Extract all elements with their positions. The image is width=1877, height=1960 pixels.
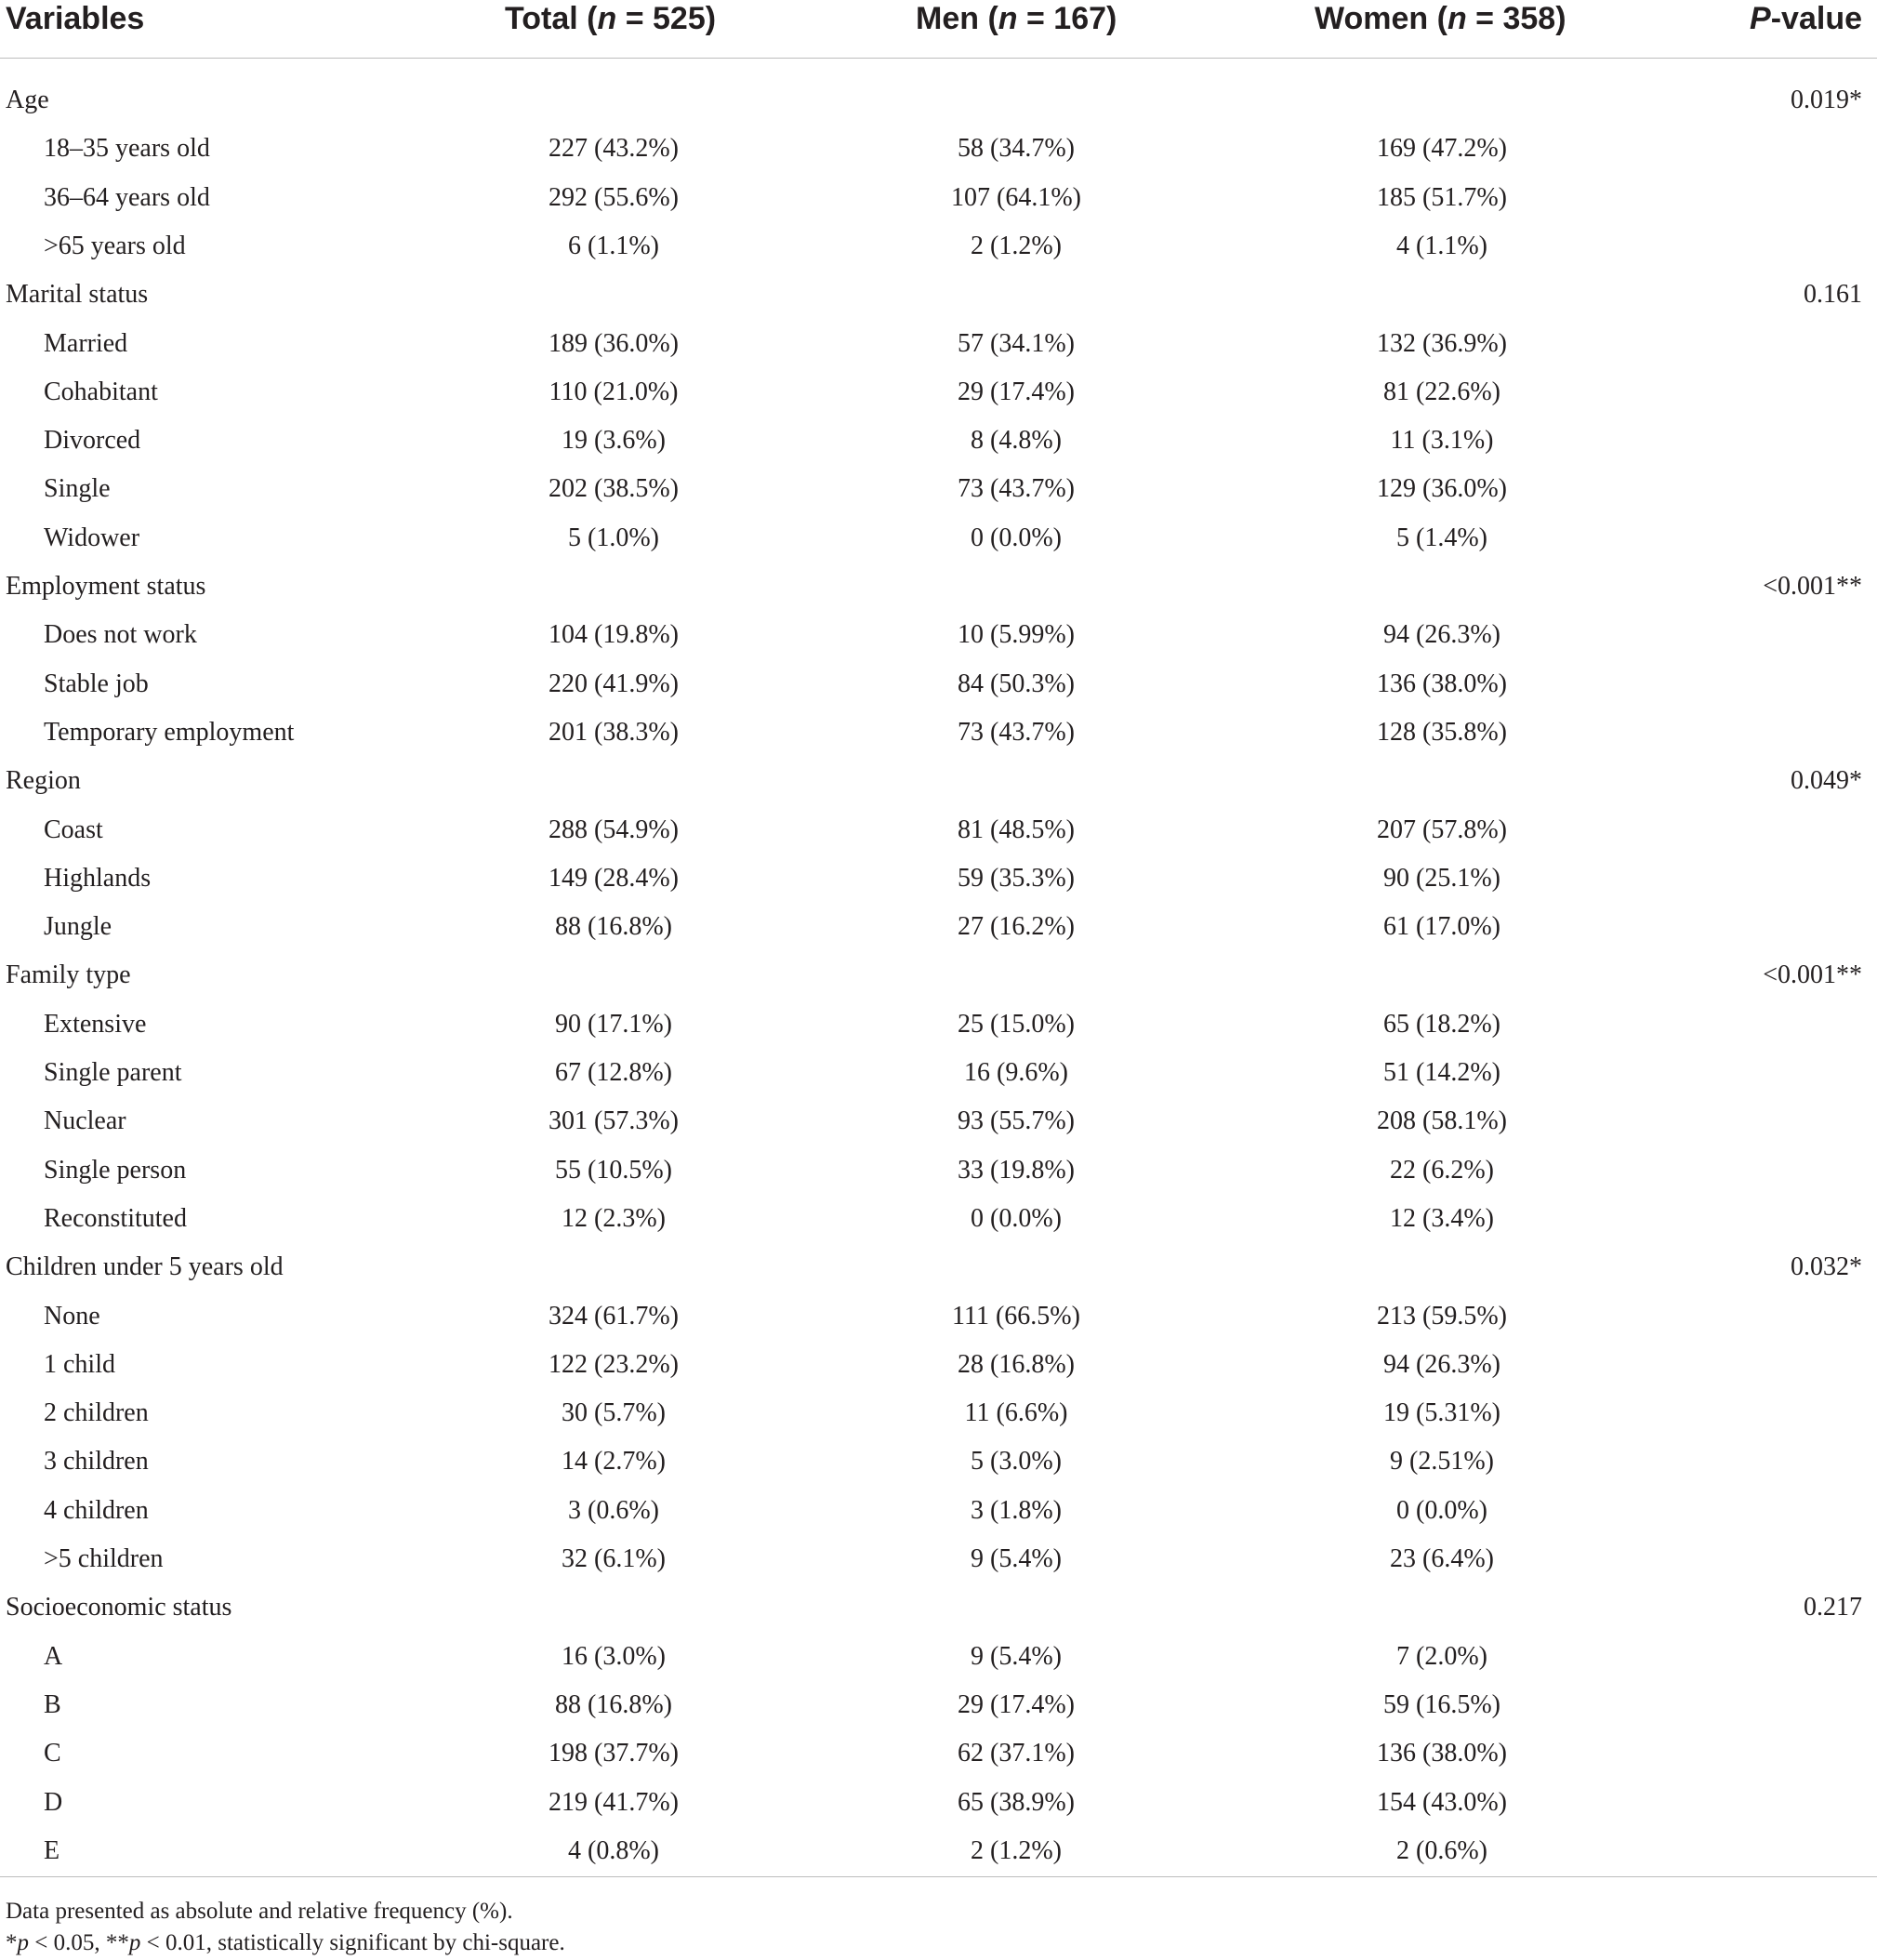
- table-row: [0, 1389, 1877, 1437]
- total-cell: [474, 951, 753, 1000]
- total-cell: 16 (3.0%): [562, 1641, 666, 1671]
- total-cell: 4 (0.8%): [568, 1835, 659, 1865]
- total-cell: [474, 1583, 753, 1632]
- variable-category-label: >5 children: [44, 1544, 164, 1573]
- variable-category-label: 3 children: [44, 1447, 149, 1477]
- total-cell: 122 (23.2%): [549, 1349, 679, 1379]
- variable-group-label: Region: [6, 766, 81, 796]
- women-cell: [1302, 76, 1581, 125]
- table-row: [0, 1146, 1877, 1195]
- table-row: [0, 76, 1877, 125]
- variable-category-label: Widower: [44, 523, 140, 552]
- men-cell: 59 (35.3%): [958, 863, 1075, 893]
- women-cell: 132 (36.9%): [1377, 328, 1507, 358]
- total-cell: 30 (5.7%): [562, 1398, 666, 1428]
- women-cell: 12 (3.4%): [1390, 1203, 1494, 1233]
- women-cell: [1302, 951, 1581, 1000]
- table-row: [0, 125, 1877, 173]
- total-cell: 201 (38.3%): [549, 717, 679, 747]
- women-cell: 2 (0.6%): [1396, 1835, 1487, 1865]
- p-value-cell: 0.019*: [1791, 86, 1862, 114]
- total-cell: 12 (2.3%): [562, 1203, 666, 1233]
- total-cell: 6 (1.1%): [568, 231, 659, 260]
- p-value-cell: 0.217: [1804, 1593, 1862, 1622]
- table-row: [0, 1583, 1877, 1632]
- total-cell: [474, 271, 753, 319]
- table-row: [0, 709, 1877, 757]
- table-row: [0, 1097, 1877, 1146]
- total-cell: 19 (3.6%): [562, 426, 666, 456]
- women-cell: 207 (57.8%): [1377, 814, 1507, 844]
- men-cell: [877, 951, 1156, 1000]
- men-cell: 107 (64.1%): [951, 182, 1081, 212]
- variable-category-label: 36–64 years old: [44, 182, 210, 212]
- table-row: [0, 320, 1877, 368]
- table-row: [0, 1487, 1877, 1535]
- footer-divider: [0, 1876, 1877, 1877]
- men-cell: 62 (37.1%): [958, 1739, 1075, 1768]
- women-cell: 22 (6.2%): [1390, 1155, 1494, 1185]
- variable-category-label: Married: [44, 328, 128, 358]
- variable-category-label: 2 children: [44, 1398, 149, 1428]
- variable-category-label: Divorced: [44, 426, 141, 456]
- total-cell: 227 (43.2%): [549, 134, 679, 164]
- total-cell: 32 (6.1%): [562, 1544, 666, 1573]
- men-cell: 29 (17.4%): [958, 377, 1075, 406]
- table-row: [0, 1000, 1877, 1049]
- women-cell: 208 (58.1%): [1377, 1106, 1507, 1136]
- variable-category-label: None: [44, 1301, 100, 1331]
- total-cell: [474, 76, 753, 125]
- total-cell: 189 (36.0%): [549, 328, 679, 358]
- total-cell: 198 (37.7%): [549, 1739, 679, 1768]
- table-row: [0, 951, 1877, 1000]
- table-row: [0, 1779, 1877, 1827]
- women-cell: 0 (0.0%): [1396, 1495, 1487, 1525]
- variable-group-label: Age: [6, 86, 49, 114]
- table-row: [0, 1292, 1877, 1341]
- variable-group-label: Marital status: [6, 280, 149, 310]
- women-cell: 19 (5.31%): [1383, 1398, 1500, 1428]
- total-cell: 104 (19.8%): [549, 620, 679, 650]
- total-cell: 324 (61.7%): [549, 1301, 679, 1331]
- men-cell: 27 (16.2%): [958, 912, 1075, 942]
- men-cell: 73 (43.7%): [958, 474, 1075, 504]
- table-row: [0, 611, 1877, 659]
- men-cell: 5 (3.0%): [971, 1447, 1062, 1477]
- total-cell: 14 (2.7%): [562, 1447, 666, 1477]
- men-cell: [877, 76, 1156, 125]
- women-cell: [1302, 1583, 1581, 1632]
- variable-category-label: Extensive: [44, 1009, 147, 1039]
- variable-category-label: E: [44, 1835, 60, 1865]
- women-cell: 213 (59.5%): [1377, 1301, 1507, 1331]
- total-cell: 219 (41.7%): [549, 1787, 679, 1817]
- men-cell: 73 (43.7%): [958, 717, 1075, 747]
- footnote-data-presented: Data presented as absolute and relative frequency (%).: [6, 1899, 513, 1924]
- header-men: Men (n = 167): [916, 1, 1117, 36]
- total-cell: 88 (16.8%): [555, 1689, 672, 1719]
- total-cell: 3 (0.6%): [568, 1495, 659, 1525]
- header-total: Total (n = 525): [505, 1, 717, 36]
- total-cell: 292 (55.6%): [549, 182, 679, 212]
- men-cell: 81 (48.5%): [958, 814, 1075, 844]
- variable-category-label: 4 children: [44, 1495, 149, 1525]
- table-row: [0, 222, 1877, 271]
- table-row: [0, 1049, 1877, 1097]
- men-cell: 65 (38.9%): [958, 1787, 1075, 1817]
- men-cell: 11 (6.6%): [964, 1398, 1068, 1428]
- table-row: [0, 514, 1877, 563]
- men-cell: 9 (5.4%): [971, 1641, 1062, 1671]
- variable-category-label: Nuclear: [44, 1106, 126, 1136]
- variable-category-label: >65 years old: [44, 231, 186, 260]
- table-row: [0, 1827, 1877, 1875]
- men-cell: [877, 271, 1156, 319]
- men-cell: 16 (9.6%): [964, 1058, 1068, 1087]
- women-cell: 94 (26.3%): [1383, 620, 1500, 650]
- men-cell: 8 (4.8%): [971, 426, 1062, 456]
- table-row: [0, 1535, 1877, 1583]
- table-row: [0, 660, 1877, 709]
- variable-category-label: Highlands: [44, 863, 152, 893]
- women-cell: 61 (17.0%): [1383, 912, 1500, 942]
- total-cell: 288 (54.9%): [549, 814, 679, 844]
- header-p-value: P-value: [1750, 1, 1862, 36]
- variable-group-label: Children under 5 years old: [6, 1252, 284, 1282]
- men-cell: 93 (55.7%): [958, 1106, 1075, 1136]
- women-cell: 65 (18.2%): [1383, 1009, 1500, 1039]
- total-cell: 90 (17.1%): [555, 1009, 672, 1039]
- variable-category-label: Stable job: [44, 669, 149, 698]
- women-cell: 94 (26.3%): [1383, 1349, 1500, 1379]
- men-cell: 111 (66.5%): [952, 1301, 1080, 1331]
- men-cell: 58 (34.7%): [958, 134, 1075, 164]
- footnote-significance: *p < 0.05, **p < 0.01, statistically significant by chi-square.: [6, 1930, 565, 1955]
- variable-group-label: Socioeconomic status: [6, 1593, 232, 1622]
- men-cell: 29 (17.4%): [958, 1689, 1075, 1719]
- women-cell: 90 (25.1%): [1383, 863, 1500, 893]
- women-cell: [1302, 563, 1581, 611]
- variable-category-label: B: [44, 1689, 61, 1719]
- header-variables: Variables: [6, 1, 145, 36]
- table-row: [0, 174, 1877, 222]
- variable-category-label: Temporary employment: [44, 717, 295, 747]
- men-cell: 33 (19.8%): [958, 1155, 1075, 1185]
- table-row: [0, 1729, 1877, 1778]
- total-cell: 149 (28.4%): [549, 863, 679, 893]
- women-cell: 169 (47.2%): [1377, 134, 1507, 164]
- women-cell: 136 (38.0%): [1377, 669, 1507, 698]
- p-value-cell: 0.032*: [1791, 1252, 1862, 1282]
- table-row: [0, 1437, 1877, 1486]
- table-row: [0, 271, 1877, 319]
- table-row: [0, 465, 1877, 513]
- women-cell: 11 (3.1%): [1390, 426, 1494, 456]
- women-cell: 51 (14.2%): [1383, 1058, 1500, 1087]
- total-cell: 67 (12.8%): [555, 1058, 672, 1087]
- women-cell: 81 (22.6%): [1383, 377, 1500, 406]
- men-cell: 25 (15.0%): [958, 1009, 1075, 1039]
- variable-category-label: A: [44, 1641, 63, 1671]
- men-cell: 2 (1.2%): [971, 1835, 1062, 1865]
- men-cell: 9 (5.4%): [971, 1544, 1062, 1573]
- women-cell: [1302, 1243, 1581, 1291]
- total-cell: 55 (10.5%): [555, 1155, 672, 1185]
- total-cell: 220 (41.9%): [549, 669, 679, 698]
- total-cell: [474, 1243, 753, 1291]
- p-value-cell: <0.001**: [1763, 960, 1862, 990]
- table-row: [0, 1633, 1877, 1681]
- men-cell: 28 (16.8%): [958, 1349, 1075, 1379]
- men-cell: 10 (5.99%): [958, 620, 1075, 650]
- total-cell: 5 (1.0%): [568, 523, 659, 552]
- women-cell: [1302, 757, 1581, 805]
- header-women: Women (n = 358): [1315, 1, 1566, 36]
- women-cell: 59 (16.5%): [1383, 1689, 1500, 1719]
- variable-category-label: Single person: [44, 1155, 187, 1185]
- variable-category-label: Single parent: [44, 1058, 182, 1087]
- men-cell: [877, 1583, 1156, 1632]
- table-header: [0, 0, 1877, 59]
- women-cell: 5 (1.4%): [1396, 523, 1487, 552]
- total-cell: 202 (38.5%): [549, 474, 679, 504]
- men-cell: [877, 1243, 1156, 1291]
- variable-category-label: 1 child: [44, 1349, 115, 1379]
- variable-category-label: Reconstituted: [44, 1203, 187, 1233]
- women-cell: [1302, 271, 1581, 319]
- table-row: [0, 563, 1877, 611]
- men-cell: 57 (34.1%): [958, 328, 1075, 358]
- men-cell: 84 (50.3%): [958, 669, 1075, 698]
- men-cell: 3 (1.8%): [971, 1495, 1062, 1525]
- women-cell: 4 (1.1%): [1396, 231, 1487, 260]
- table-row: [0, 1341, 1877, 1389]
- men-cell: [877, 563, 1156, 611]
- table-row: [0, 757, 1877, 805]
- table-row: [0, 1243, 1877, 1291]
- variable-group-label: Employment status: [6, 572, 206, 601]
- women-cell: 129 (36.0%): [1377, 474, 1507, 504]
- p-value-cell: 0.049*: [1791, 766, 1862, 796]
- variable-category-label: Single: [44, 474, 111, 504]
- table-row: [0, 417, 1877, 465]
- variable-group-label: Family type: [6, 960, 131, 990]
- women-cell: 185 (51.7%): [1377, 182, 1507, 212]
- table-row: [0, 854, 1877, 903]
- variable-category-label: C: [44, 1739, 61, 1768]
- women-cell: 23 (6.4%): [1390, 1544, 1494, 1573]
- women-cell: 154 (43.0%): [1377, 1787, 1507, 1817]
- table-row: [0, 806, 1877, 854]
- total-cell: 301 (57.3%): [549, 1106, 679, 1136]
- total-cell: [474, 757, 753, 805]
- p-value-cell: <0.001**: [1763, 572, 1862, 601]
- variable-category-label: Does not work: [44, 620, 197, 650]
- total-cell: 110 (21.0%): [549, 377, 679, 406]
- variable-category-label: D: [44, 1787, 63, 1817]
- p-value-cell: 0.161: [1804, 280, 1862, 310]
- total-cell: [474, 563, 753, 611]
- table-row: [0, 1195, 1877, 1243]
- men-cell: 0 (0.0%): [971, 1203, 1062, 1233]
- women-cell: 7 (2.0%): [1396, 1641, 1487, 1671]
- variable-category-label: Coast: [44, 814, 103, 844]
- men-cell: 0 (0.0%): [971, 523, 1062, 552]
- women-cell: 128 (35.8%): [1377, 717, 1507, 747]
- women-cell: 136 (38.0%): [1377, 1739, 1507, 1768]
- variable-category-label: Cohabitant: [44, 377, 158, 406]
- women-cell: 9 (2.51%): [1390, 1447, 1494, 1477]
- men-cell: 2 (1.2%): [971, 231, 1062, 260]
- total-cell: 88 (16.8%): [555, 912, 672, 942]
- table-row: [0, 368, 1877, 417]
- table-row: [0, 1681, 1877, 1729]
- men-cell: [877, 757, 1156, 805]
- variable-category-label: Jungle: [44, 912, 112, 942]
- table-row: [0, 903, 1877, 951]
- variable-category-label: 18–35 years old: [44, 134, 210, 164]
